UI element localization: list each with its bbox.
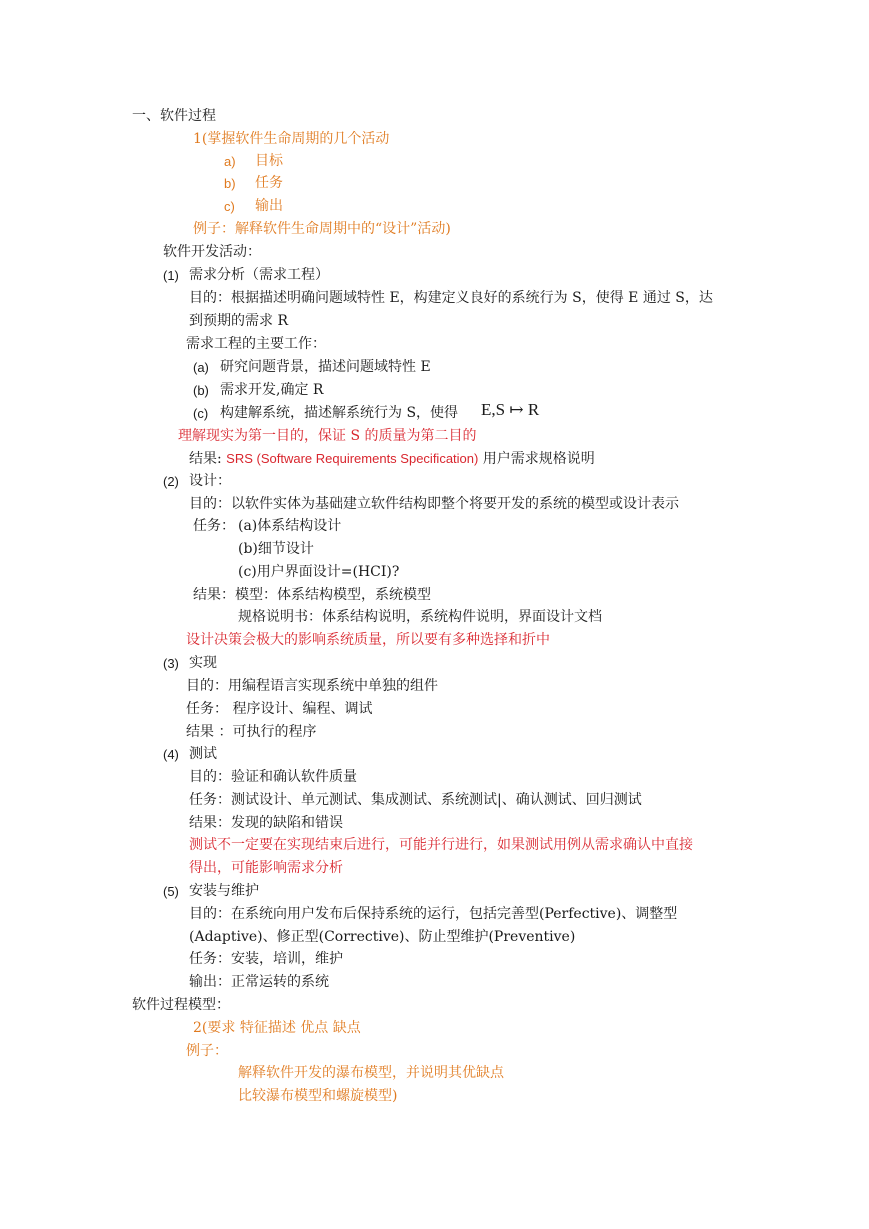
step-result-cont: 规格说明书：体系结构说明，系统构件说明，界面设计文档 — [238, 609, 602, 625]
important-note-cont: 得出，可能影响需求分析 — [189, 860, 343, 876]
result-desc: 用户需求规格说明 — [478, 451, 595, 467]
step-title: 需求分析（需求工程） — [189, 267, 329, 283]
step-title: 安装与维护 — [189, 883, 259, 899]
process-models-heading: 软件过程模型： — [132, 997, 230, 1013]
step-output: 输出：正常运转的系统 — [189, 974, 329, 990]
item-marker: (c) — [193, 406, 209, 421]
important-note: 设计决策会极大的影响系统质量，所以要有多种选择和折中 — [186, 632, 550, 648]
step-task: 任务： 程序设计、编程、调试 — [186, 701, 373, 717]
step-task: 任务：测试设计、单元测试、集成测试、系统测试|、确认测试、回归测试 — [189, 792, 642, 808]
step-purpose-cont: 到预期的需求 R — [189, 313, 288, 329]
step-number: (4) — [163, 747, 179, 762]
step-number: (3) — [163, 656, 179, 671]
formula: E,S ↦ R — [481, 400, 540, 419]
step-result: 结果：发现的缺陷和错误 — [189, 815, 343, 831]
activity-marker: b) — [224, 176, 236, 191]
step-number: (2) — [163, 474, 179, 489]
item-text: 需求开发,确定 R — [220, 382, 324, 398]
step-title: 设计： — [189, 473, 231, 489]
requirement-2: 2(要求 特征描述 优点 缺点 — [193, 1020, 361, 1036]
activity-text: 输出 — [255, 198, 283, 214]
step-purpose: 目的：在系统向用户发布后保持系统的运行，包括完善型(Perfective)、调整型 — [189, 906, 678, 922]
srs-term: SRS (Software Requirements Specification) — [226, 451, 479, 466]
task-item: (a)体系结构设计 — [238, 518, 342, 534]
step-purpose: 目的：以软件实体为基础建立软件结构即整个将要开发的系统的模型或设计表示 — [189, 496, 679, 512]
important-note: 理解现实为第一目的，保证 S 的质量为第二目的 — [178, 428, 477, 444]
step-result — [189, 449, 595, 469]
task-item: (b)细节设计 — [238, 541, 314, 557]
task-label: 任务： — [193, 518, 235, 534]
activity-text: 目标 — [255, 153, 283, 169]
step-title: 测试 — [189, 746, 217, 762]
example-2-item: 解释软件开发的瀑布模型，并说明其优缺点 — [238, 1065, 504, 1081]
item-text: 构建解系统，描述解系统行为 S，使得 — [220, 405, 459, 421]
step-result: 结果 ：可执行的程序 — [186, 724, 317, 740]
dev-activities-heading: 软件开发活动： — [163, 244, 261, 260]
activity-text: 任务 — [255, 175, 283, 191]
step-result: 结果：模型：体系结构模型，系统模型 — [193, 587, 431, 603]
step-purpose: 目的：用编程语言实现系统中单独的组件 — [186, 678, 438, 694]
item-marker: (b) — [193, 383, 209, 398]
important-note: 测试不一定要在实现结束后进行，可能并行进行，如果测试用例从需求确认中直接 — [189, 837, 693, 853]
activity-marker: a) — [224, 154, 236, 169]
step-task: 任务：安装，培训，维护 — [189, 951, 343, 967]
step-number: (5) — [163, 884, 179, 899]
example-1: 例子：解释软件生命周期中的“设计”活动) — [193, 221, 451, 237]
step-number: (1) — [163, 268, 179, 283]
step-purpose: 目的：验证和确认软件质量 — [189, 769, 357, 785]
main-work-heading: 需求工程的主要工作： — [186, 336, 326, 352]
task-item: (c)用户界面设计=(HCI)? — [238, 564, 400, 580]
activity-marker: c) — [224, 199, 235, 214]
step-title: 实现 — [189, 655, 217, 671]
example-2-label: 例子： — [186, 1043, 228, 1059]
example-2-item: 比较瀑布模型和螺旋模型) — [238, 1088, 398, 1104]
requirement-1: 1(掌握软件生命周期的几个活动 — [193, 131, 390, 147]
step-purpose-cont: (Adaptive)、修正型(Corrective)、防止型维护(Preventive) — [189, 929, 576, 945]
section-title: 一、软件过程 — [132, 108, 216, 124]
step-purpose: 目的：根据描述明确问题域特性 E，构建定义良好的系统行为 S，使得 E 通过 S，达 — [189, 290, 713, 306]
result-label: 结果: — [189, 451, 227, 467]
item-text: 研究问题背景，描述问题域特性 E — [220, 359, 431, 375]
item-marker: (a) — [193, 360, 209, 375]
